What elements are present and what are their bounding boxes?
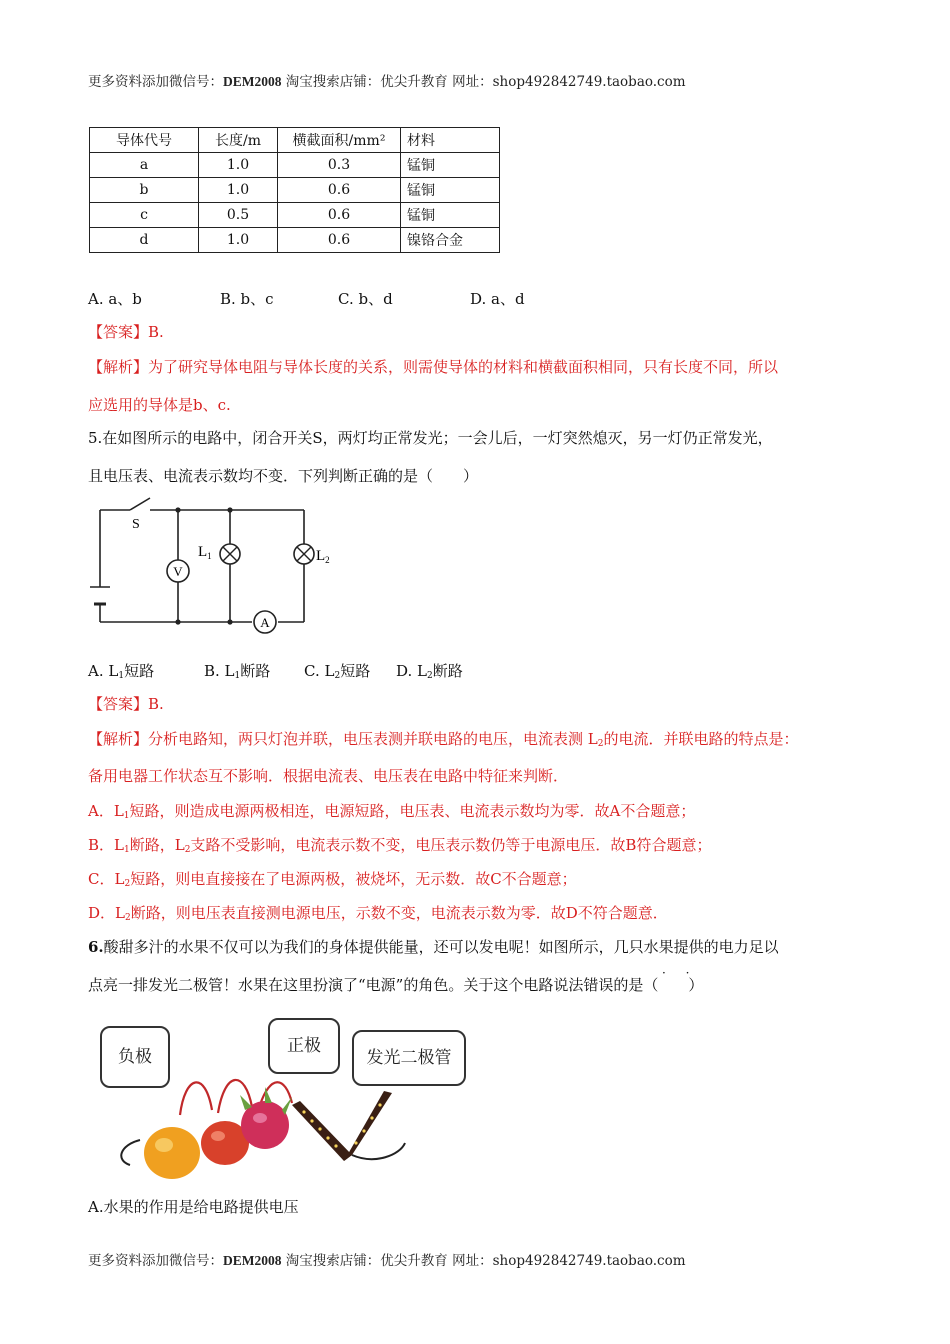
table-cell: 0.6 xyxy=(278,178,401,203)
header-wechat: DEM2008 xyxy=(223,74,282,89)
emphasis-dots: · · xyxy=(662,966,698,980)
q4-option-a: A. a、b xyxy=(88,290,142,308)
header-prefix: 更多资料添加微信号： xyxy=(88,74,223,90)
q5-option-b: B. $L_1$断路 xyxy=(204,662,271,681)
table-row xyxy=(90,153,500,178)
table-cell: 0.6 xyxy=(278,203,401,228)
header-middle: 淘宝搜索店铺：优尖升教育 网址： xyxy=(281,74,493,90)
header-url: shop492842749.taobao.com xyxy=(492,74,686,90)
lamp-l1-icon xyxy=(220,544,240,564)
callout-led: 发光二极管 xyxy=(352,1030,466,1086)
q5-analysis-line2: 备用电器工作状态互不影响．根据电流表、电压表在电路中特征来判断． xyxy=(88,767,569,785)
q5-analysis-a: A．$L_1$短路，则造成电源两极相连，电源短路，电压表、电流表示数均为零．故A不合题意； xyxy=(88,802,696,821)
callout-negative-pole: 负极 xyxy=(100,1026,170,1088)
q6-stem-line1: 6.酸甜多汁的水果不仅可以为我们的身体提供能量，还可以发电呢！如图所示，几只水果提供的电力足以 xyxy=(88,938,779,956)
lamp-l1-label: $L_1$ xyxy=(198,544,212,561)
page-footer: 更多资料添加微信号：DEM2008 淘宝搜索店铺：优尖升教育 网址：shop492842749.taobao.com xyxy=(88,1253,686,1269)
page-header xyxy=(88,70,686,90)
table-cell: d xyxy=(90,228,199,253)
table-row xyxy=(90,228,500,253)
q4-answer: 【答案】B. xyxy=(88,323,164,341)
table-header-row xyxy=(90,128,500,153)
table-cell: 1.0 xyxy=(199,178,278,203)
q5-analysis-c: C．$L_2$短路，则电直接接在了电源两极，被烧坏，无示数．故C不合题意； xyxy=(88,870,577,889)
q6-option-a: A.水果的作用是给电路提供电压 xyxy=(88,1198,299,1216)
table-cell: 锰铜 xyxy=(401,203,500,228)
circuit-diagram xyxy=(88,492,348,637)
analysis-label: 【解析】 xyxy=(88,358,149,376)
q4-option-b: B. b、c xyxy=(220,290,274,308)
q4-analysis-line1 xyxy=(88,357,778,377)
table-cell: c xyxy=(90,203,199,228)
q6-stem-line2: 点亮一排发光二极管！水果在这里扮演了“电源”的角色。关于这个电路说法错误的是（ ） xyxy=(88,976,704,994)
q5-option-d: D. $L_2$断路 xyxy=(396,662,463,681)
q4-option-d: D. a、d xyxy=(470,290,525,308)
table-cell: 0.3 xyxy=(278,153,401,178)
q4-analysis-line2: 应选用的导体是b、c. xyxy=(88,396,231,414)
table-cell: 锰铜 xyxy=(401,153,500,178)
q6-number: 6. xyxy=(88,938,104,956)
table-cell: 0.6 xyxy=(278,228,401,253)
q5-answer: 【答案】B. xyxy=(88,695,164,713)
switch-label: S xyxy=(132,517,140,532)
q5-option-c: C. $L_2$短路 xyxy=(304,662,371,681)
table-cell: 1.0 xyxy=(199,153,278,178)
lamp-l2-icon xyxy=(294,544,314,564)
q5-stem-line1: 5.在如图所示的电路中，闭合开关S，两灯均正常发光；一会儿后，一灯突然熄灭，另一灯仍正常发光， xyxy=(88,429,773,447)
q5-option-a: A. $L_1$短路 xyxy=(88,662,155,681)
table-row xyxy=(90,178,500,203)
led-strip-icon xyxy=(292,1091,392,1161)
q5-analysis-d: D．$L_2$断路，则电压表直接测电源电压，示数不变，电流表示数为零．故D不符合题意． xyxy=(88,904,668,923)
lamp-l2-label: $L_2$ xyxy=(316,548,330,565)
table-cell: 0.5 xyxy=(199,203,278,228)
table-cell: b xyxy=(90,178,199,203)
table-row xyxy=(90,203,500,228)
table-cell: 镍铬合金 xyxy=(401,228,500,253)
table-cell: 1.0 xyxy=(199,228,278,253)
ammeter-label: A xyxy=(260,615,270,630)
table-header: 导体代号 xyxy=(90,128,199,153)
conductor-table xyxy=(89,127,500,253)
analysis-text: 为了研究导体电阻与导体长度的关系，则需使导体的材料和横截面积相同，只有长度不同，所以 xyxy=(148,358,779,376)
q5-analysis-line1: 【解析】分析电路知，两只灯泡并联，电压表测并联电路的电压，电流表测 $L_2$的电流．并联电路的特点是： xyxy=(88,730,799,749)
orange-fruit-icon xyxy=(144,1127,200,1179)
callout-positive-pole: 正极 xyxy=(268,1018,340,1074)
q5-analysis-b: B．$L_1$断路，$L_2$支路不受影响，电流表示数不变，电压表示数仍等于电源电压．故B符合题意； xyxy=(88,836,712,855)
q4-option-c: C. b、d xyxy=(338,290,393,308)
dragon-fruit-icon xyxy=(240,1087,292,1149)
table-header: 横截面积/mm² xyxy=(278,128,401,153)
table-header: 材料 xyxy=(401,128,500,153)
table-cell: a xyxy=(90,153,199,178)
voltmeter-label: V xyxy=(173,564,183,579)
q5-stem-line2: 且电压表、电流表示数均不变．下列判断正确的是（ ） xyxy=(88,467,479,485)
table-cell: 锰铜 xyxy=(401,178,500,203)
table-header: 长度/m xyxy=(199,128,278,153)
